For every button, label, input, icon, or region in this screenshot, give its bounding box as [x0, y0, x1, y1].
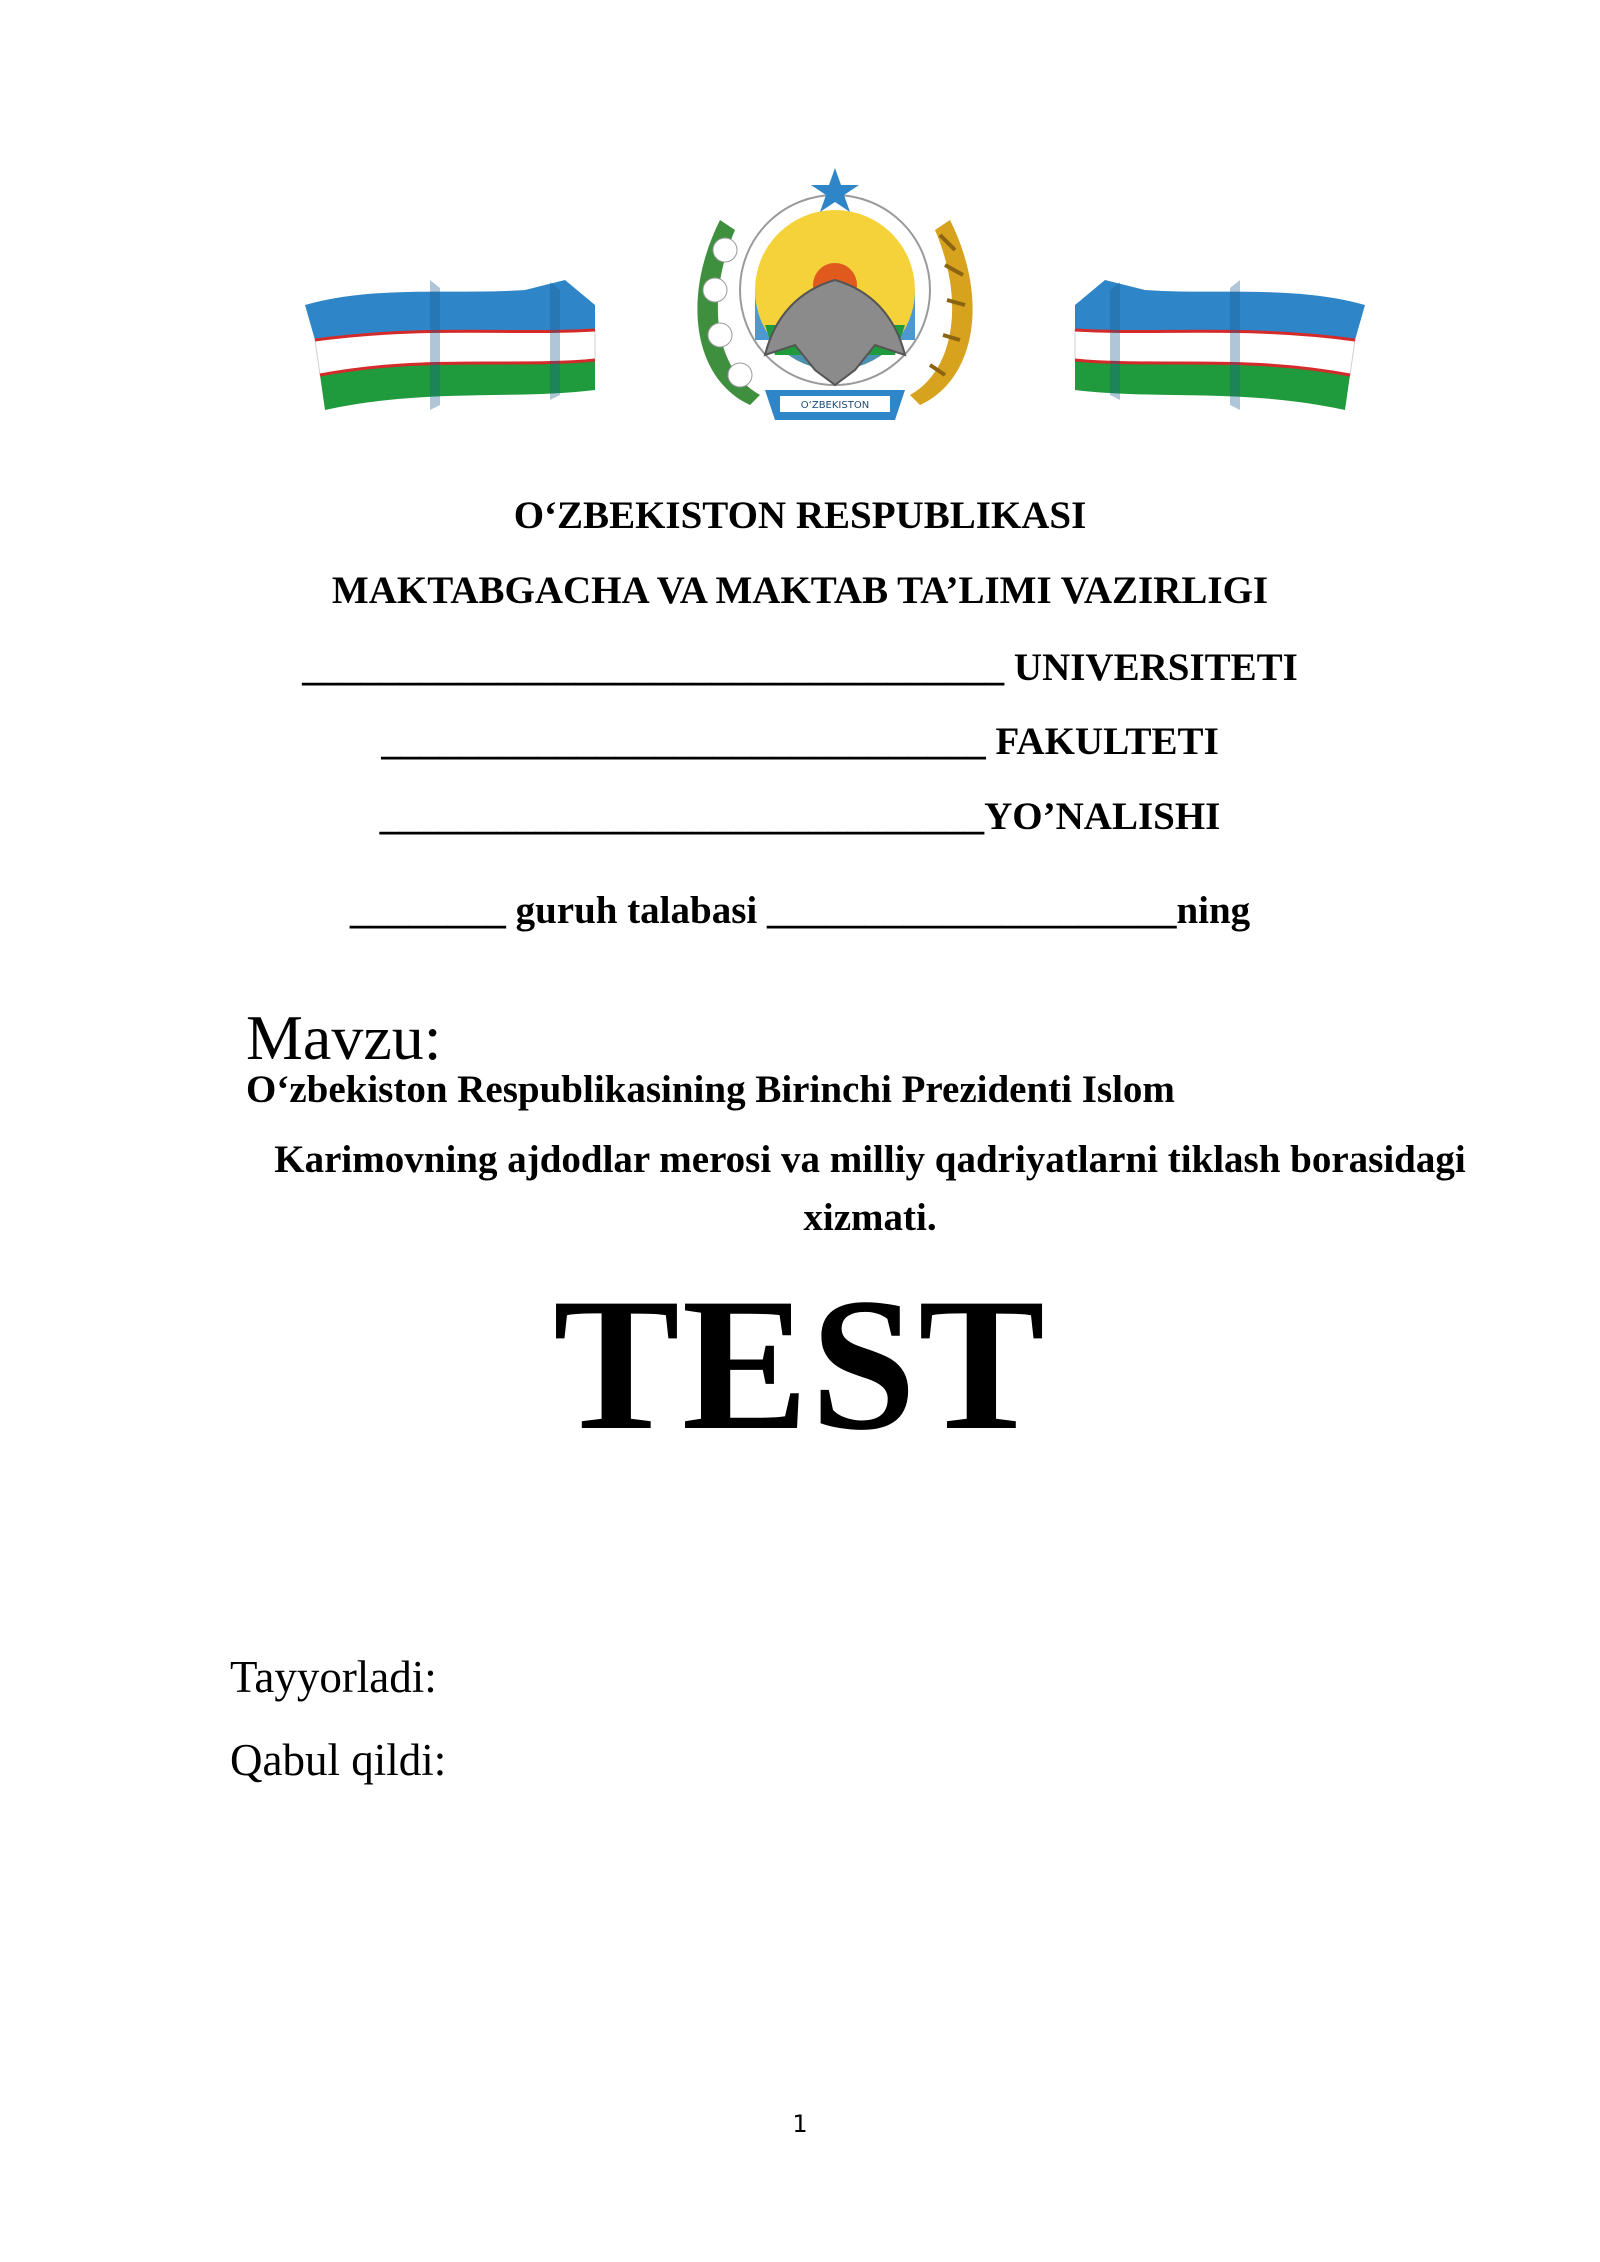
- topic-label: Mavzu:: [246, 1002, 442, 1073]
- topic-text-line1: O‘zbekiston Respublikasining Birinchi Prezidenti Islom: [246, 1068, 1175, 1111]
- direction-line: _______________________________YO’NALISHI: [379, 795, 1221, 838]
- country-title: O‘ZBEKISTON RESPUBLIKASI: [513, 494, 1087, 537]
- student-line: ________ guruh talabasi _____________________ning: [349, 889, 1251, 932]
- page-number: 1: [792, 2110, 808, 2138]
- prepared-by-label: Tayyorladi:: [230, 1652, 437, 1702]
- ministry-title: MAKTABGACHA VA MAKTAB TA’LIMI VAZIRLIGI: [331, 569, 1269, 612]
- coat-of-arms-icon: [697, 168, 972, 420]
- document-type-title: TEST: [553, 1260, 1047, 1470]
- left-flag-icon: [305, 280, 595, 410]
- university-line: ____________________________________ UNIVERSITETI: [302, 646, 1298, 689]
- faculty-line: _______________________________ FAKULTETI: [381, 720, 1219, 763]
- accepted-by-label: Qabul qildi:: [230, 1735, 447, 1785]
- emblem-ribbon-text: O‘ZBEKISTON: [800, 400, 870, 411]
- topic-block: [230, 990, 1500, 1247]
- right-flag-icon: [1075, 280, 1365, 410]
- state-emblem-with-flags-icon: [295, 140, 1375, 440]
- topic-text-rest: Karimovning ajdodlar merosi va milliy qadriyatlarni tiklash borasidagi xizmati.: [274, 1138, 1466, 1239]
